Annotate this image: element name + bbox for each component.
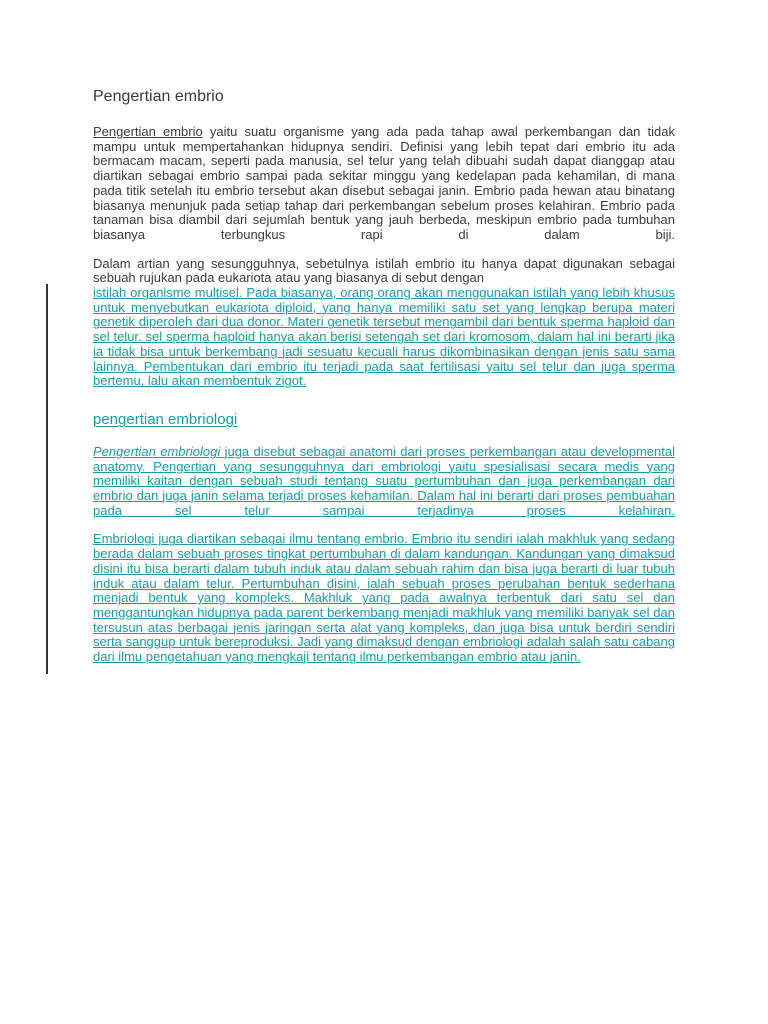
section-heading-embriologi[interactable]: pengertian embriologi xyxy=(93,410,238,428)
link-istilah-organisme-multisel[interactable]: istilah organisme multisel. Pada biasanya, orang orang akan menggunakan istilah yang lebih khusus untuk menyebutkan eukariota diploid, yang hanya memiliki satu set yang lengkap berupa materi genetik diperoleh dari dua donor. Materi genetik tersebut mengambil dari bentuk sperma haploid dan sel telur. sel sperma haploid hanya akan berisi setengah set dari kromosom, dalam hal ini berarti jika ia tidak bisa untuk berkembang jadi sesuatu kecuali harus dikombinasikan dengan jenis satu sama lainnya. Pembentukan dari embrio itu terjadi pada saat fertilisasi yaitu sel telur dan juga sperma bertemu, lalu akan membentuk zigot. xyxy=(93,285,675,389)
paragraph-text: Dalam artian yang sesungguhnya, sebetulnya istilah embrio itu hanya dapat digunakan sebagai sebuah rujukan pada eukariota atau yang biasanya di sebut dengan xyxy=(93,255,675,286)
paragraph-text: juga disebut sebagai anatomi dari proses perkembangan atau developmental anatomy. Pengertian yang sesungguhnya dari embriologi yaitu spesialisasi secara medis yang memiliki kaitan dengan sebuah studi tentang suatu pertumbuhan dan juga perkembangan dari embrio dan juga janin selama terjadi proses kehamilan. Dalam hal ini berarti dari proses pembuahan pada sel telur sampai terjadinya proses kelahiran. xyxy=(93,443,676,518)
paragraph-pengertian-embriologi[interactable] xyxy=(93,445,675,519)
paragraph-artian-embrio xyxy=(93,257,675,389)
term-pengertian-embriologi: Pengertian embriologi xyxy=(93,443,221,459)
page-title: Pengertian embrio xyxy=(93,88,224,105)
paragraph-embriologi-ilmu[interactable]: Embriologi juga diartikan sebagai ilmu tentang embrio. Embrio itu sendiri ialah makhluk yang sedang berada dalam sebuah proses tingkat pertumbuhan di dalam kandungan. Kandungan yang dimaksud disini itu bisa berarti dalam tubuh induk atau dalam sebuah rahim dan bisa juga berarti di luar tubuh induk atau dalam telur. Pertumbuhan disini, ialah sebuah proses perubahan bentuk sederhana menjadi bentuk yang kompleks. Makhluk yang pada awalnya terbentuk dari satu sel dan menggantungkan hidupnya pada parent berkembang menjadi makhluk yang memiliki banyak sel dan tersusun atas berbagai jenis jaringan serta alat yang kompleks, dan juga bisa untuk berdiri sendiri serta sanggup untuk bereproduksi. Jadi yang dimaksud dengan embriologi adalah salah satu cabang dari ilmu pengetahuan yang mengkaji tentang ilmu perkembangan embrio atau janin. xyxy=(93,531,675,665)
term-pengertian-embrio: Pengertian embrio xyxy=(93,124,203,139)
paragraph-definition-embrio xyxy=(93,125,675,243)
revision-change-bar xyxy=(46,284,48,674)
document-page xyxy=(93,88,675,679)
paragraph-text: yaitu suatu organisme yang ada pada tahap awal perkembangan dan tidak mampu untuk mempertahankan hidupnya sendiri. Definisi yang lebih tepat dari embrio itu ada bermacam macam, seperti pada manusia, sel telur yang telah dibuahi sudah dapat dianggap atau diartikan sebagai embrio sampai pada sekitar minggu yang kedelapan pada kehamilan, di mana pada titik setelah itu embrio tersebut akan disebut sebagai janin. Embrio pada hewan atau binatang biasanya menunjuk pada setiap tahap dari perkembangan sebelum proses kelahiran. Embrio pada tanaman bisa diambil dari sejumlah bentuk yang jauh berbeda, meskipun embrio pada tumbuhan biasanya terbungkus rapi di dalam biji. xyxy=(93,124,675,242)
